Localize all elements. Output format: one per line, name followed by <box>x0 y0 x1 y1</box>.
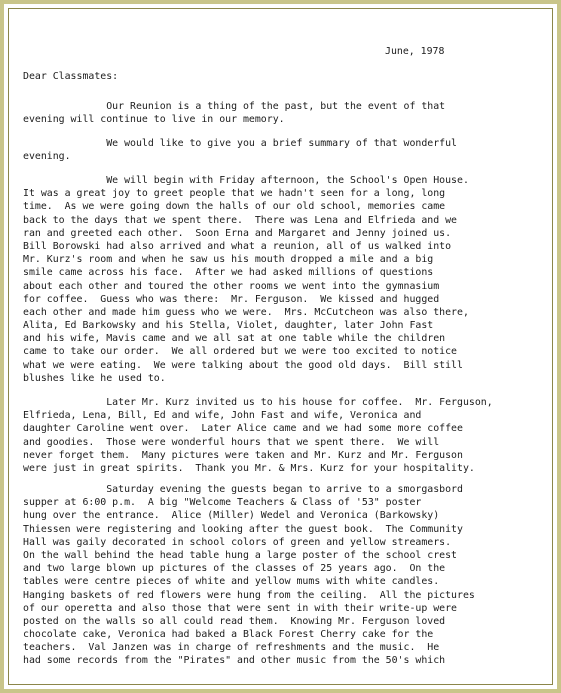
letter-line: tables were centre pieces of white and yellow mums with white candles. <box>23 576 440 588</box>
letter-line: Alita, Ed Barkowsky and his Stella, Violet, daughter, later John Fast <box>23 320 434 332</box>
letter-line: were just in great spirits. Thank you Mr. & Mrs. Kurz for your hospitality. <box>23 462 475 474</box>
letter-line: Mr. Kurz's room and when he saw us his mouth dropped a mile and a big <box>23 254 434 266</box>
letter-line: and two large blown up pictures of the classes of 25 years ago. On the <box>23 563 446 575</box>
letter-line: ran and greeted each other. Soon Erna and Margaret and Jenny joined us. <box>23 227 452 239</box>
letter-line: what we were eating. We were talking about the good old days. Bill still <box>23 359 463 371</box>
letter-line: We would like to give you a brief summary of that wonderful <box>23 138 458 149</box>
letter-line: had some records from the "Pirates" and other music from the 50's which <box>23 655 446 667</box>
letter-line: of our operetta and also those that were sent in with their write-up were <box>23 602 458 614</box>
letter-salutation: Dear Classmates: <box>23 71 119 82</box>
letter-line: Later Mr. Kurz invited us to his house for coffee. Mr. Ferguson, <box>23 397 493 408</box>
letter-paragraph <box>23 396 553 475</box>
letter-line: chocolate cake, Veronica had baked a Black Forest Cherry cake for the <box>23 629 434 641</box>
letter-line: never forget them. Many pictures were taken and Mr. Kurz and Mr. Ferguson <box>23 449 463 461</box>
letter-paragraph <box>23 483 553 668</box>
letter-paragraph <box>23 174 553 385</box>
letter-line: back to the days that we spent there. There was Lena and Elfrieda and we <box>23 214 458 226</box>
letter-line: for coffee. Guess who was there: Mr. Ferguson. We kissed and hugged <box>23 293 440 305</box>
document-sheet <box>8 8 553 685</box>
letter-line: supper at 6:00 p.m. A big "Welcome Teachers & Class of '53" poster <box>23 497 422 509</box>
letter-line: daughter Caroline went over. Later Alice came and we had some more coffee <box>23 423 463 435</box>
letter-line: It was a great joy to greet people that we hadn't seen for a long, long <box>23 188 446 200</box>
letter-line: teachers. Val Janzen was in charge of refreshments and the music. He <box>23 642 440 654</box>
letter-line: evening. <box>23 151 71 163</box>
letter-line: Our Reunion is a thing of the past, but the event of that <box>23 101 446 112</box>
letter-line: Thiessen were registering and looking after the guest book. The Community <box>23 523 463 535</box>
letter-line: posted on the walls so all could read them. Knowing Mr. Ferguson loved <box>23 615 446 627</box>
letter-line: Hanging baskets of red flowers were hung from the ceiling. All the pictures <box>23 589 475 601</box>
letter-line: On the wall behind the head table hung a large poster of the school crest <box>23 549 458 561</box>
letter-line: and goodies. Those were wonderful hours that we spent there. We will <box>23 436 440 448</box>
letter-paragraph <box>23 100 553 126</box>
letter-line: and his wife, Mavis came and we all sat at one table while the children <box>23 333 446 345</box>
letter-line: Saturday evening the guests began to arrive to a smorgasbord <box>23 484 463 495</box>
letter-line: time. As we were going down the halls of our old school, memories came <box>23 201 446 213</box>
letter-line: each other and made him guess who we were. Mrs. McCutcheon was also there, <box>23 306 469 318</box>
letter-line: hung over the entrance. Alice (Miller) Wedel and Veronica (Barkowsky) <box>23 510 440 522</box>
letter-line: We will begin with Friday afternoon, the School's Open House. <box>23 175 469 186</box>
letter-line: evening will continue to live in our memory. <box>23 114 285 126</box>
letter-line: came to take our order. We all ordered but we were too excited to notice <box>23 346 458 358</box>
letter-date: June, 1978 <box>385 46 445 57</box>
letter-line: Bill Borowski had also arrived and what a reunion, all of us walked into <box>23 240 452 252</box>
letter-line: Elfrieda, Lena, Bill, Ed and wife, John Fast and wife, Veronica and <box>23 410 422 422</box>
letter-line: blushes like he used to. <box>23 372 166 384</box>
letter-line: smile came across his face. After we had asked millions of questions <box>23 267 434 279</box>
letter-line: about each other and toured the other rooms we went into the gymnasium <box>23 280 440 292</box>
letter-line: Hall was gaily decorated in school colors of green and yellow streamers. <box>23 536 452 548</box>
letter-paragraph <box>23 137 553 163</box>
